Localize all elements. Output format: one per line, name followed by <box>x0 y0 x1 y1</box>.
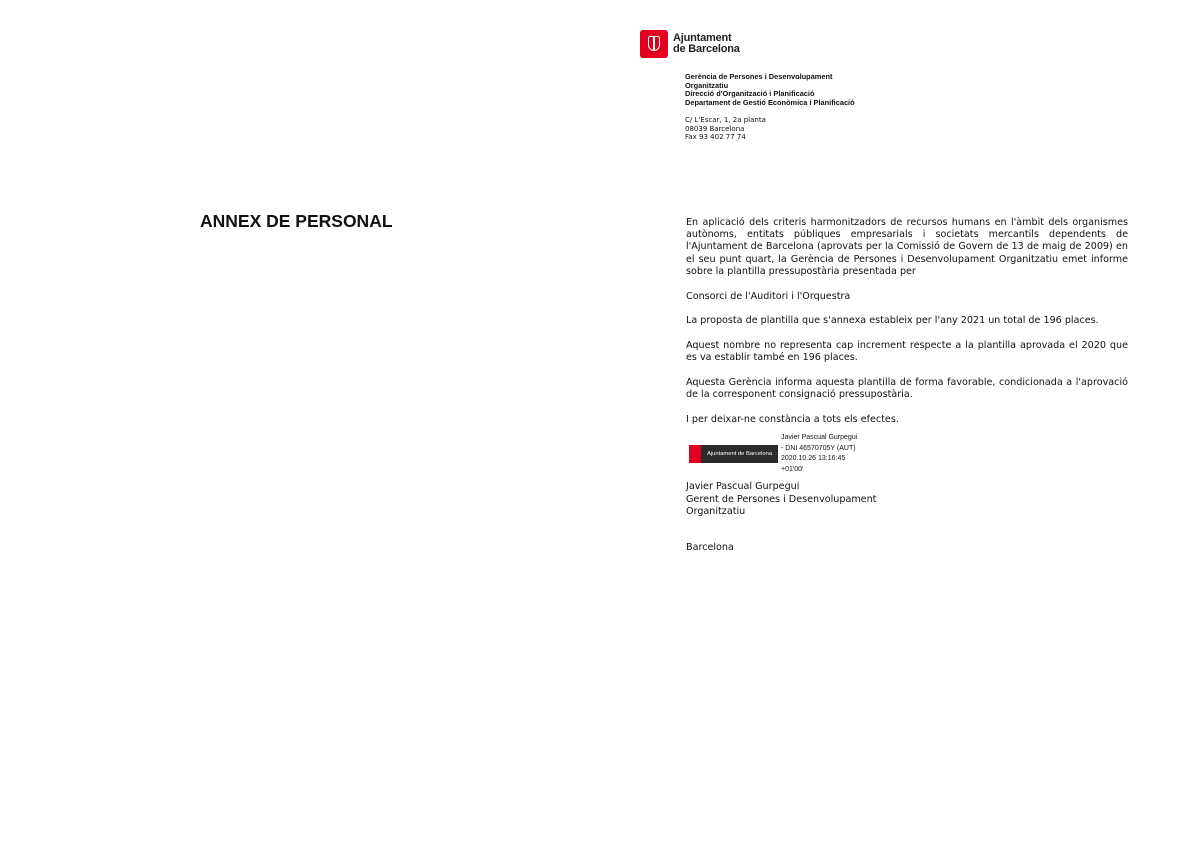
address-postcode: 08039 Barcelona <box>685 124 745 133</box>
signature-stamp <box>689 445 778 463</box>
signature-id: - DNI 46570705Y (AUT) <box>781 444 856 452</box>
verdict-paragraph: Aquesta Gerència informa aquesta plantilla de forma favorable, condicionada a l'aprovació de la corresponent consignació pressupostària. <box>686 376 1128 401</box>
signature-timezone: +01'00' <box>781 465 804 473</box>
signature-date: 2020.10.26 13:16:45 <box>781 455 846 463</box>
logo-line-1: Ajuntament <box>673 32 732 44</box>
address-street: C/ L'Escar, 1, 2a planta <box>685 116 766 124</box>
closing-paragraph: I per deixar-ne constància a tots els efectes. <box>686 413 899 425</box>
proposal-paragraph: La proposta de plantilla que s'annexa estableix per l'any 2021 un total de 196 places. <box>686 315 1099 327</box>
signature-name: Javier Pascual Gurpegui <box>781 434 858 442</box>
department-line: Gerència de Persones i Desenvolupament <box>685 72 833 81</box>
address-block <box>685 116 766 142</box>
signer-role: Gerent de Persones i Desenvolupament <box>686 493 877 505</box>
signer-role-continued: Organitzatiu <box>686 506 746 518</box>
report-body <box>686 217 1128 555</box>
department-line: Departament de Gestió Econòmica i Planificació <box>685 97 855 107</box>
intro-paragraph: En aplicació dels criteris harmonitzadors de recursos humans en l'àmbit dels organismes autònoms, entitats públiques empresarials i societats mercantils dependents de l'Ajuntament de Barcelona (aprovats per la Comissió de Govern de 13 de maig de 2009) en el seu punt quart, la Gerència de Persones i Desenvolupament Organitzatiu emet informe sobre la plantilla pressupostària presentada per <box>686 217 1128 277</box>
city-council-logo <box>640 30 740 58</box>
address-fax: Fax 93 402 77 74 <box>685 133 746 141</box>
signer-block <box>686 481 1128 518</box>
department-line: Direcció d'Organització i Planificació <box>685 89 815 99</box>
barcelona-shield-icon <box>640 30 668 58</box>
signature-metadata <box>781 433 857 475</box>
stamp-label: Ajuntament de Barcelona <box>707 451 773 458</box>
department-line: Organitzatiu <box>685 80 729 90</box>
entity-paragraph: Consorci de l'Auditori i l'Orquestra <box>686 290 851 302</box>
comparison-paragraph: Aquest nombre no representa cap increment respecte a la plantilla aprovada el 2020 que es va establir també en 196 places. <box>686 339 1128 364</box>
department-header <box>685 73 855 107</box>
stamp-logo-icon <box>689 445 701 463</box>
digital-signature <box>686 433 1128 475</box>
logo-wordmark <box>673 33 740 55</box>
logo-line-2: de Barcelona <box>673 43 740 55</box>
document-title: ANNEX DE PERSONAL <box>200 211 393 231</box>
signer-name: Javier Pascual Gurpegui <box>686 481 800 493</box>
signing-city: Barcelona <box>686 542 734 554</box>
